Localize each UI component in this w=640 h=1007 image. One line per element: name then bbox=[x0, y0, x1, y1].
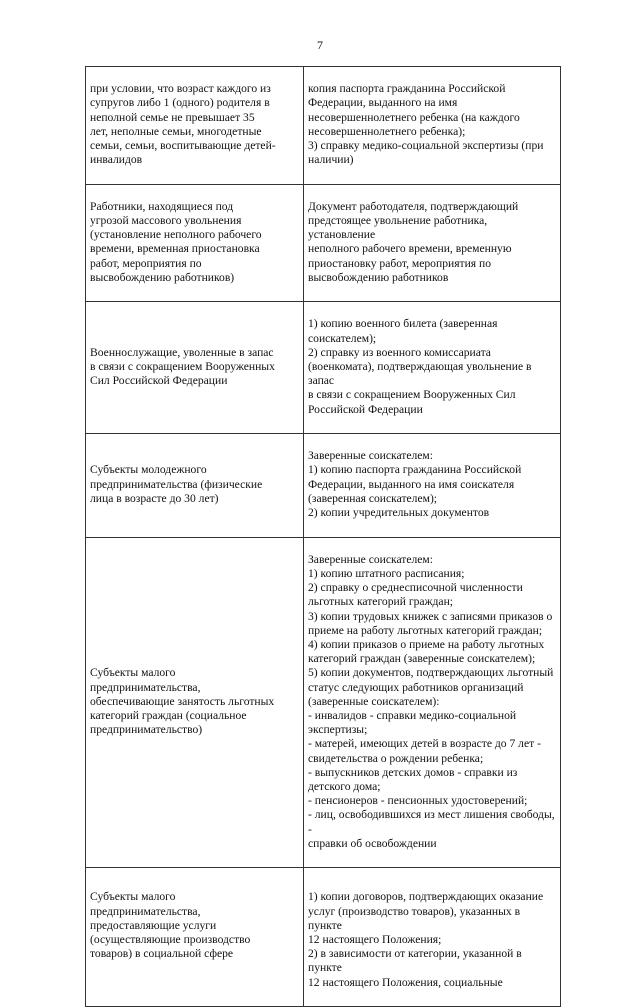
documents-text: копия паспорта гражданина Российской Федерации, выданного на имя несовершеннолетнего ребенка (на каждого несовершеннолетнего ребенка); 3) справку медико-социальной экспертизы (при наличии) bbox=[308, 82, 544, 167]
documents-text: Заверенные соискателем: 1) копию штатного расписания; 2) справку о среднесписочной численности льготных категорий граждан; 3) копии трудовых книжек с записями приказов о приеме на работу льготных категорий граждан; 4) копии приказов о приеме на работу льготных категорий граждан (заверенные соискателем); 5) копии документов, подтверждающих льготный статус следующих работников организаций (заверенные соискателем): - инвалидов - справки медико-социальной экспертизы; - матерей, имеющих детей в возрасте до 7 лет - свидетельства о рождении ребенка; - выпускников детских домов - справки из детского дома; - пенсионеров - пенсионных удостоверений; - лиц, освободившихся из мест лишения свободы, - справки об освобождении bbox=[308, 552, 555, 850]
category-cell bbox=[86, 434, 304, 537]
documents-text: 1) копию военного билета (заверенная соискателем); 2) справку из военного комиссариата (военкомата), подтверждающая увольнение в запас в связи с сокращением Вооруженных Сил Российской Федерации bbox=[308, 317, 532, 416]
table-row bbox=[86, 184, 561, 302]
documents-cell bbox=[304, 537, 561, 868]
category-text: Военнослужащие, уволенные в запас в связи с сокращением Вооруженных Сил Российской Федерации bbox=[90, 345, 275, 388]
documents-text: Документ работодателя, подтверждающий предстоящее увольнение работника, установление неполного рабочего времени, временную приостановку работ, мероприятия по высвобождению работников bbox=[308, 199, 519, 284]
documents-cell bbox=[304, 434, 561, 537]
documents-table bbox=[85, 66, 561, 1007]
category-cell bbox=[86, 868, 304, 1007]
documents-text: Заверенные соискателем: 1) копию паспорта гражданина Российской Федерации, выданного на имя соискателя (заверенная соискателем); 2) копии учредительных документов bbox=[308, 449, 522, 520]
category-text: при условии, что возраст каждого из супругов либо 1 (одного) родителя в неполной семье не превышает 35 лет, неполные семьи, многодетные семьи, семьи, воспитывающие детей- инвалидов bbox=[90, 82, 276, 167]
table-row bbox=[86, 302, 561, 434]
page-number: 7 bbox=[317, 38, 323, 52]
documents-text: 1) копии договоров, подтверждающих оказание услуг (производство товаров), указанных в пункте 12 настоящего Положения; 2) в зависимости от категории, указанной в пункте 12 настоящего Положения, социальные bbox=[308, 890, 544, 989]
table-row bbox=[86, 434, 561, 537]
table-row bbox=[86, 868, 561, 1007]
category-text: Работники, находящиеся под угрозой массового увольнения (установление неполного рабочего времени, временная приостановка работ, мероприятия по высвобождению работников) bbox=[90, 199, 262, 284]
documents-cell bbox=[304, 67, 561, 185]
documents-cell bbox=[304, 184, 561, 302]
category-text: Субъекты малого предпринимательства, обеспечивающие занятость льготных категорий граждан (социальное предпринимательство) bbox=[90, 666, 275, 737]
documents-cell bbox=[304, 868, 561, 1007]
table-row bbox=[86, 537, 561, 868]
table-row bbox=[86, 67, 561, 185]
category-cell bbox=[86, 537, 304, 868]
category-text: Субъекты малого предпринимательства, предоставляющие услуги (осуществляющие производство товаров) в социальной сфере bbox=[90, 890, 251, 961]
category-cell bbox=[86, 184, 304, 302]
category-cell bbox=[86, 302, 304, 434]
category-text: Субъекты молодежного предпринимательства (физические лица в возрасте до 30 лет) bbox=[90, 463, 263, 505]
documents-cell bbox=[304, 302, 561, 434]
category-cell bbox=[86, 67, 304, 185]
